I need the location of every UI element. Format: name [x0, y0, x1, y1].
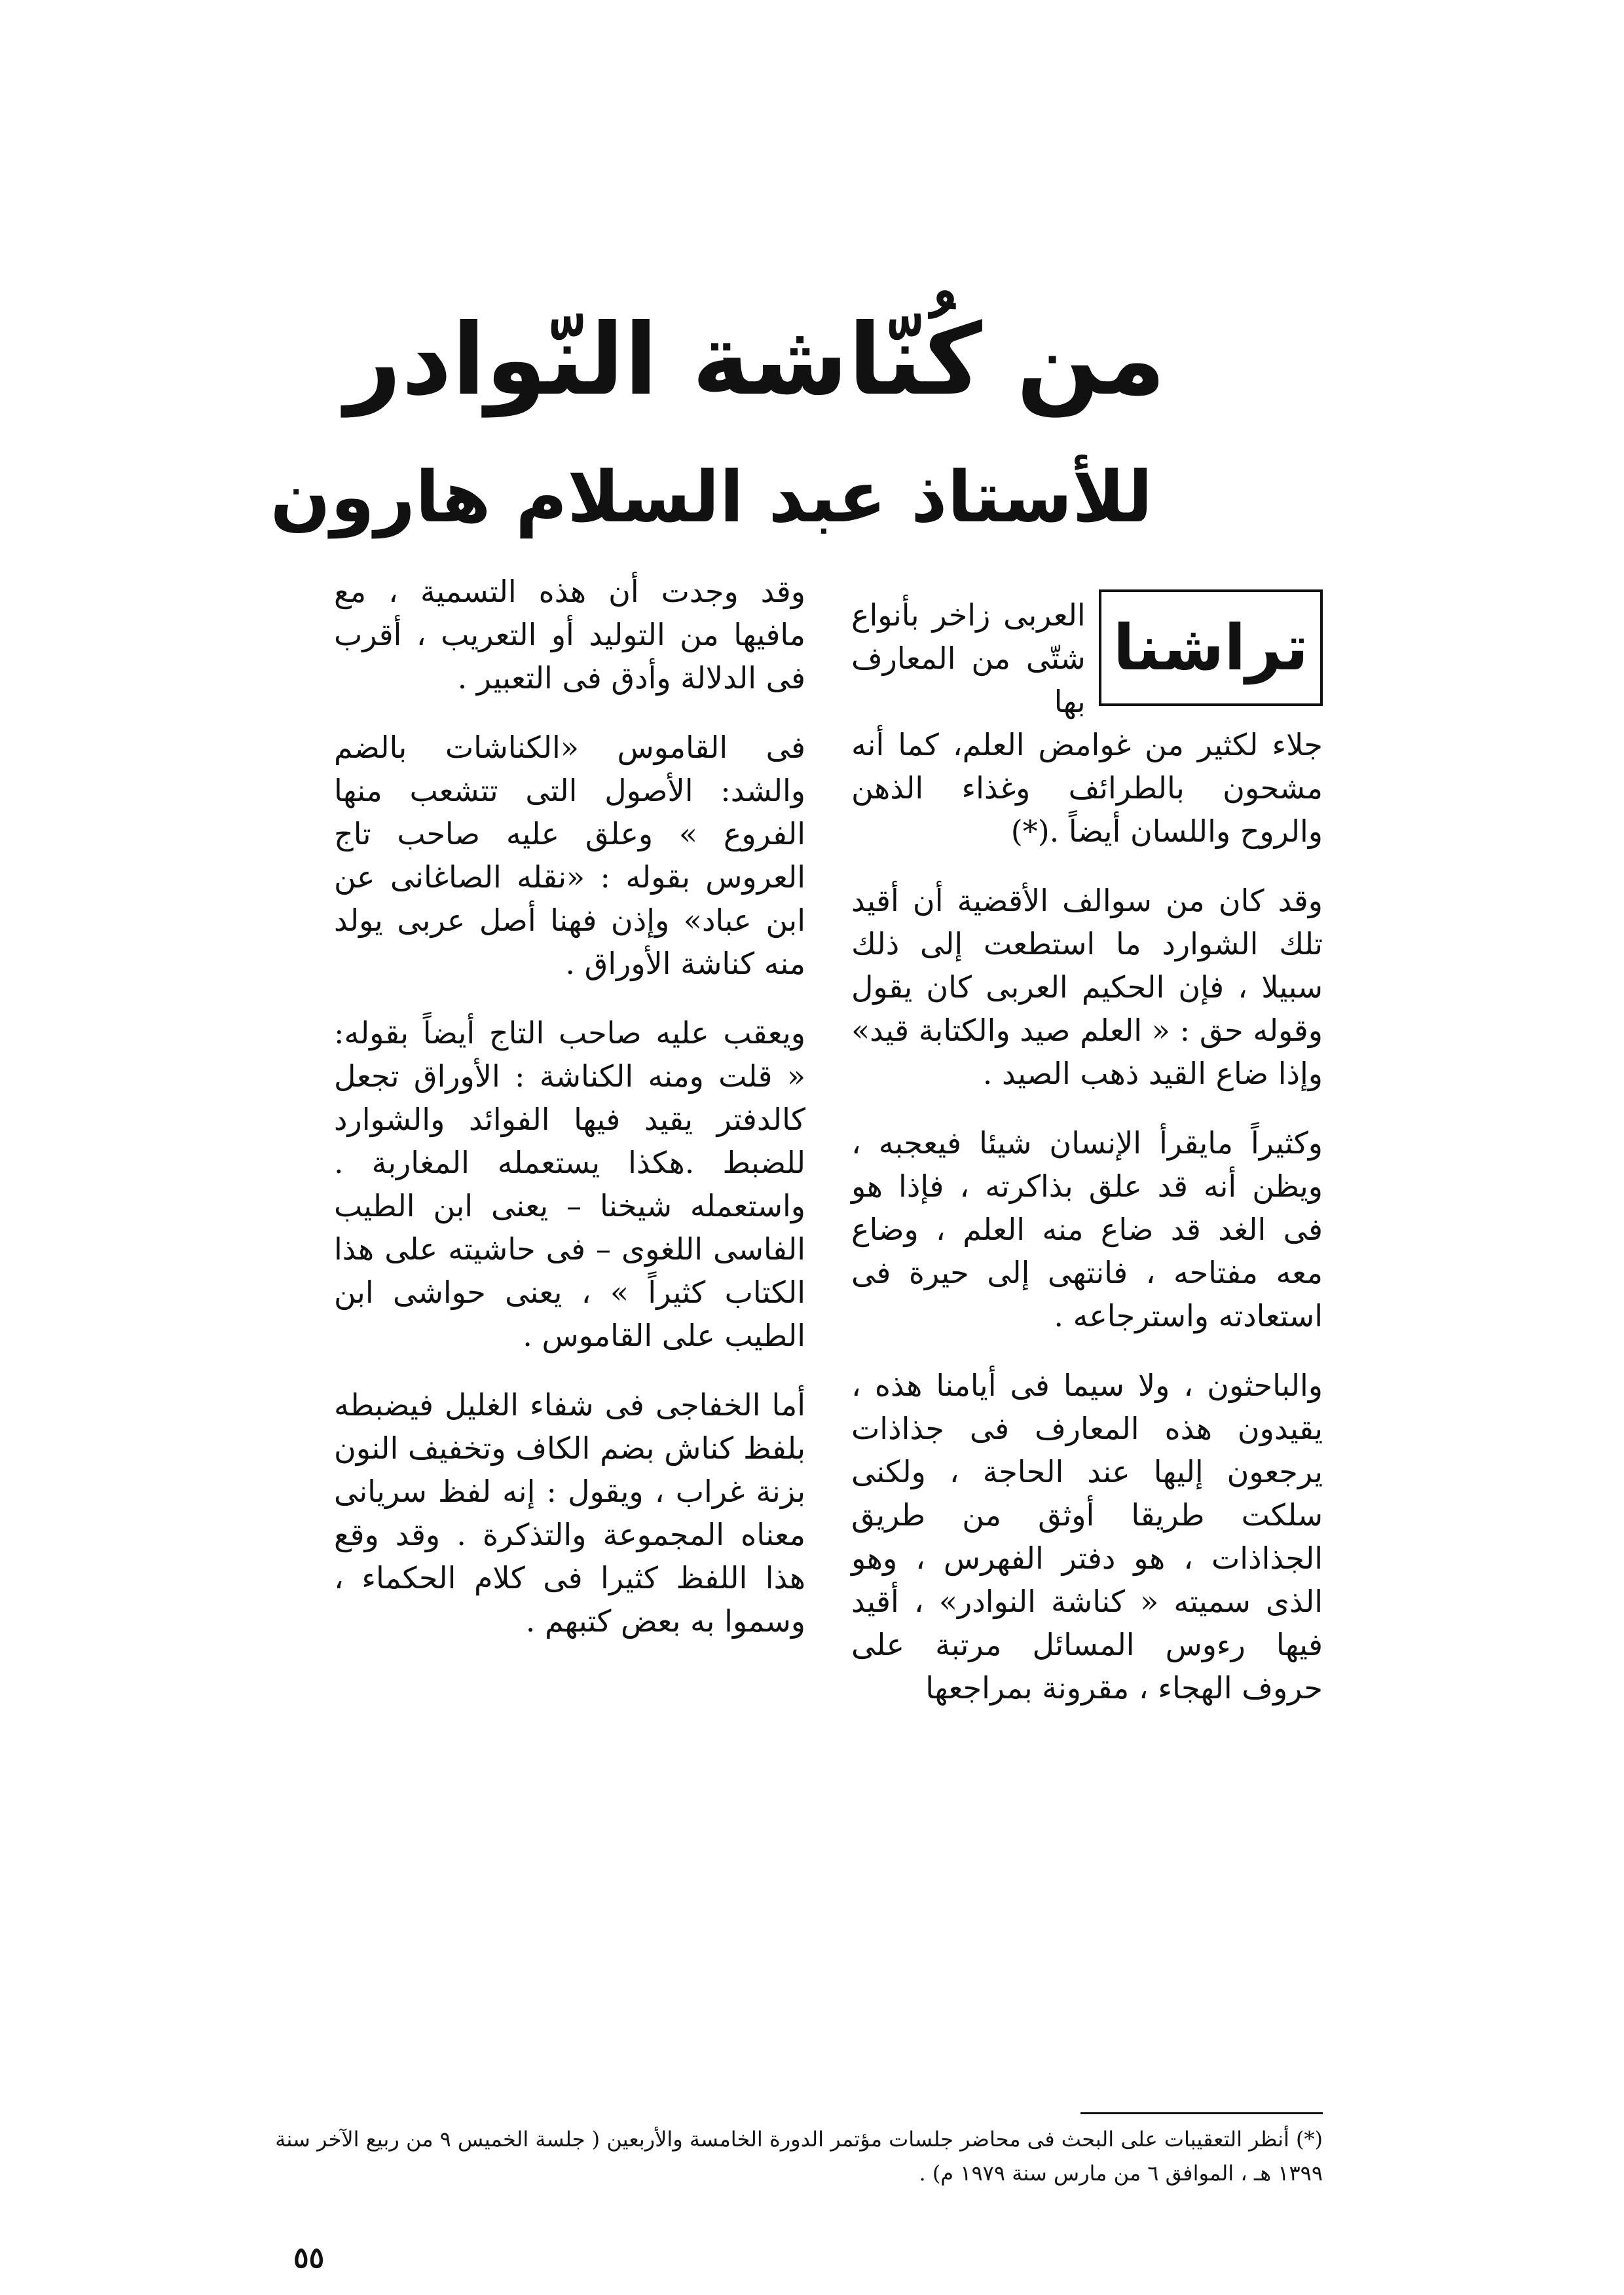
right-paragraph-2: وقد كان من سوالف الأقضية أن أقيد تلك الشوارد ما استطعت إلى ذلك سبيلا ، فإن الحكيم العربى كان يقول وقوله حق : « العلم صيد والكتابة قيد» وإذا ضاع القيد ذهب الصيد .: [851, 883, 1323, 1091]
left-paragraph-3: ويعقب عليه صاحب التاج أيضاً بقوله: « قلت ومنه الكناشة : الأوراق تجعل كالدفتر يقيد فيها الفوائد والشوارد للضبط .هكذا يستعمله المغاربة . واستعمله شيخنا – يعنى ابن الطيب الفاسى اللغوى – فى حاشيته على هذا الكتاب كثيراً » ، يعنى حواشى ابن الطيب على القاموس .: [334, 1015, 805, 1353]
footnote-divider: [1080, 2112, 1323, 2114]
left-paragraph-4: أما الخفاجى فى شفاء الغليل فيضبطه بلفظ كناش بضم الكاف وتخفيف النون بزنة غراب ، ويقول : إنه لفظ سريانى معناه المجموعة والتذكرة . وقد وقع هذا اللفظ كثيرا فى كلام الحكماء ، وسموا به بعض كتبهم .: [334, 1387, 805, 1639]
article-title: من كُنّاشة النّوادر: [344, 303, 1166, 417]
right-paragraph-4: والباحثون ، ولا سيما فى أيامنا هذه ، يقيدون هذه المعارف فى جذاذات يرجعون إليها عند الحاجة ، ولكنى سلكت طريقا أوثق من طريق الجذاذات ، هو دفتر الفهرس ، وهو الذى سميته « كناشة النوادر» ، أقيد فيها رءوس المسائل مرتبة على حروف الهجاء ، مقرونة بمراجعها: [851, 1368, 1323, 1706]
article-author: للأستاذ عبد السلام هارون: [270, 457, 1153, 538]
opening-line: [851, 589, 1323, 723]
left-column: [334, 570, 805, 2102]
left-paragraph-2: فى القاموس «الكناشات بالضم والشد: الأصول التى تتشعب منها الفروع » وعلق عليه صاحب تاج العروس بقوله : «نقله الصاغانى عن ابن عباد» وإذن فهنا أصل عربى يولد منه كناشة الأوراق .: [334, 730, 805, 981]
opening-text: العربى زاخر بأنواع شتّى من المعارف بها: [851, 597, 1086, 719]
right-paragraph-3: وكثيراً مايقرأ الإنسان شيئا فيعجبه ، ويظن أنه قد علق بذاكرته ، فإذا هو فى الغد قد ضاع منه العلم ، وضاع معه مفتاحه ، فانتهى إلى حيرة فى استعادته واسترجاعه .: [851, 1125, 1323, 1334]
right-column: [851, 589, 1323, 2102]
page-number: ٥٥: [293, 2241, 325, 2275]
left-paragraph-1: وقد وجدت أن هذه التسمية ، مع مافيها من التوليد أو التعريب ، أقرب فى الدلالة وأدق فى التعبير .: [334, 574, 805, 696]
footnote: (*) أنظر التعقيبات على البحث فى محاضر جلسات مؤتمر الدورة الخامسة والأربعين ( جلسة الخميس ٩ من ربيع الآخر سنة ١٣٩٩ هـ ، الموافق ٦ من مارس سنة ١٩٧٩ م) .: [275, 2127, 1323, 2186]
right-paragraph-1: جلاء لكثير من غوامض العلم، كما أنه مشحون بالطرائف وغذاء الذهن والروح واللسان أيضاً .(*): [851, 727, 1323, 849]
boxed-initial-word: تراشنا: [1099, 589, 1323, 706]
